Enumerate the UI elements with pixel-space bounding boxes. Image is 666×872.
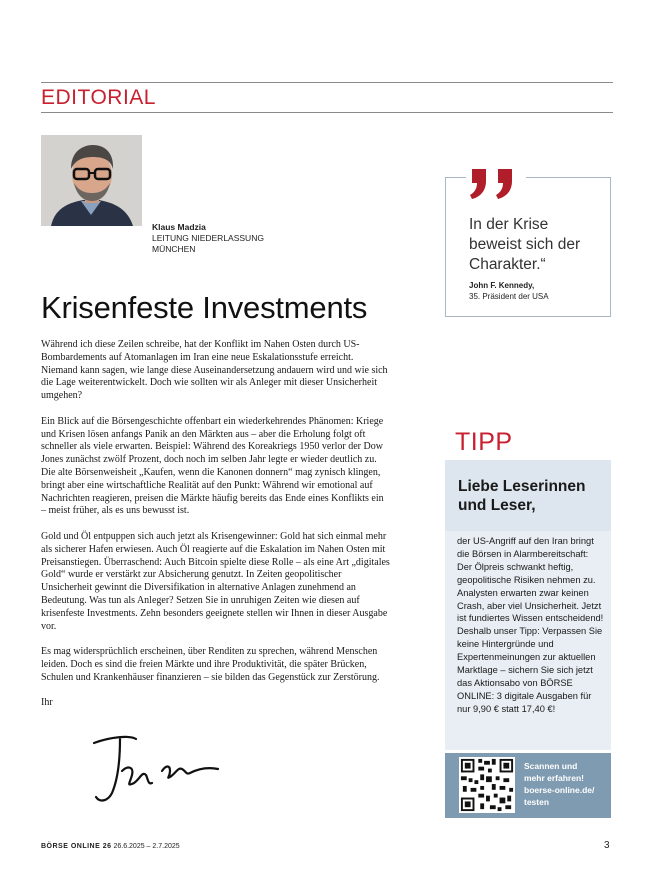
article-headline: Krisenfeste Investments — [41, 290, 368, 325]
tipp-title: TIPP — [455, 428, 513, 456]
author-portrait-image — [41, 135, 142, 226]
quote-author-name: John F. Kennedy, — [469, 281, 535, 290]
footer-brand: BÖRSE ONLINE 26 — [41, 843, 112, 850]
article-closing: Ihr — [41, 697, 53, 709]
author-info — [152, 222, 264, 255]
quote-author — [469, 280, 549, 302]
qr-caption-line: Scannen und — [524, 761, 578, 771]
author-photo — [41, 135, 142, 226]
qr-caption-link[interactable]: boerse-online.de/ — [524, 785, 595, 795]
article-body — [41, 339, 391, 723]
qr-code-icon[interactable] — [459, 757, 515, 813]
quote-text: In der Krise beweist sich der Charakter.“ — [469, 216, 581, 273]
author-role-line2: MÜNCHEN — [152, 244, 196, 254]
article-paragraph: Gold und Öl entpuppen sich auch jetzt als Krisengewinner: Gold hat sich einmal mehr als sicherer Hafen erwiesen. Auch Öl reagierte auf die Eskalation im Nahen Osten mit Preisanstiegen. Überraschend: Auch Bitcoin spielte diese Rolle – als eine Art „digitales Gold“ wurde er verstärkt zur Absicherung genutzt. In Zeiten geopolitischer Unsicherheit gewinnt die Diversifikation in alternative Anlagen zunehmend an Bedeutung. Was tun als Anleger? Setzen Sie in unruhigen Zeiten wie diesen auf krisenfeste Investments. Zehn besonders geeignete stellen wir Ihnen in dieser Ausgabe vor. — [41, 530, 390, 632]
section-title: EDITORIAL — [41, 86, 156, 109]
tipp-body: der US-Angriff auf den Iran bringt die Börsen in Alarmbereitschaft: Der Ölpreis schwankt heftig, geopolitische Risiken nehmen zu. Analysten erwarten zwar keinen Crash, aber viel Unsicherheit. Jetzt ist fundiertes Wissen entscheidend! Deshalb unser Tipp: Verpassen Sie keine Hintergründe und Expertenmeinungen zur aktuellen Marktlage – sichern Sie sich jetzt das Aktionsabo von BÖRSE ONLINE: 3 digitale Ausgaben für nur 9,90 € statt 17,40 €! — [457, 536, 604, 714]
tipp-headline: Liebe Leserinnen und Leser, — [458, 478, 586, 514]
author-role-line1: LEITUNG NIEDERLASSUNG — [152, 233, 264, 243]
qr-caption-link[interactable]: testen — [524, 797, 550, 807]
footer — [41, 843, 180, 850]
quote-mark-icon — [466, 151, 526, 201]
top-rule — [41, 82, 613, 83]
page-number: 3 — [604, 840, 610, 851]
signature-image — [90, 731, 220, 811]
footer-date: 26.6.2025 – 2.7.2025 — [113, 843, 180, 850]
section-rule — [41, 112, 613, 113]
qr-caption[interactable] — [524, 760, 609, 808]
article-paragraph: Es mag widersprüchlich erscheinen, über Renditen zu sprechen, während Menschen leiden. Doch es sind die freien Märkte und ihre Produktivität, die später Brücken, Schulen und Krankenhäuser finanzieren – sie bilden das Gegenstück zur Zerstörung. — [41, 646, 380, 683]
author-name: Klaus Madzia — [152, 222, 206, 232]
qr-caption-line: mehr erfahren! — [524, 773, 584, 783]
quote-author-role: 35. Präsident der USA — [469, 292, 549, 301]
article-paragraph: Während ich diese Zeilen schreibe, hat der Konflikt im Nahen Osten durch US-Bombardements auf Atomanlagen im Iran eine neue Eskalationsstufe erreicht. Niemand kann sagen, wie lange diese Auseinandersetzung andauern wird und wie sich die Lage weiterentwickelt. Doch wie sollten wir als Anleger mit dieser Unsicherheit umgehen? — [41, 339, 388, 402]
article-paragraph: Ein Blick auf die Börsengeschichte offenbart ein wiederkehrendes Phänomen: Kriege und Krisen lösen anfangs Panik an den Märkten aus – aber die Erholung folgt oft schneller als viele erwarten. Beispiel: Während des Koreakriegs 1950 verlor der Dow Jones zunächst zwölf Prozent, doch noch im selben Jahr legte er wieder deutlich zu. Die alte Börsenweisheit „Kaufen, wenn die Kanonen donnern“ mag zynisch klingen, bringt aber eine wirtschaftliche Realität auf den Punkt: Während wir emotional auf Nachrichten reagieren, preisen die Märkte häufig bereits das Ende eines Konflikts ein – meist früher, als es uns bewusst ist. — [41, 415, 384, 517]
